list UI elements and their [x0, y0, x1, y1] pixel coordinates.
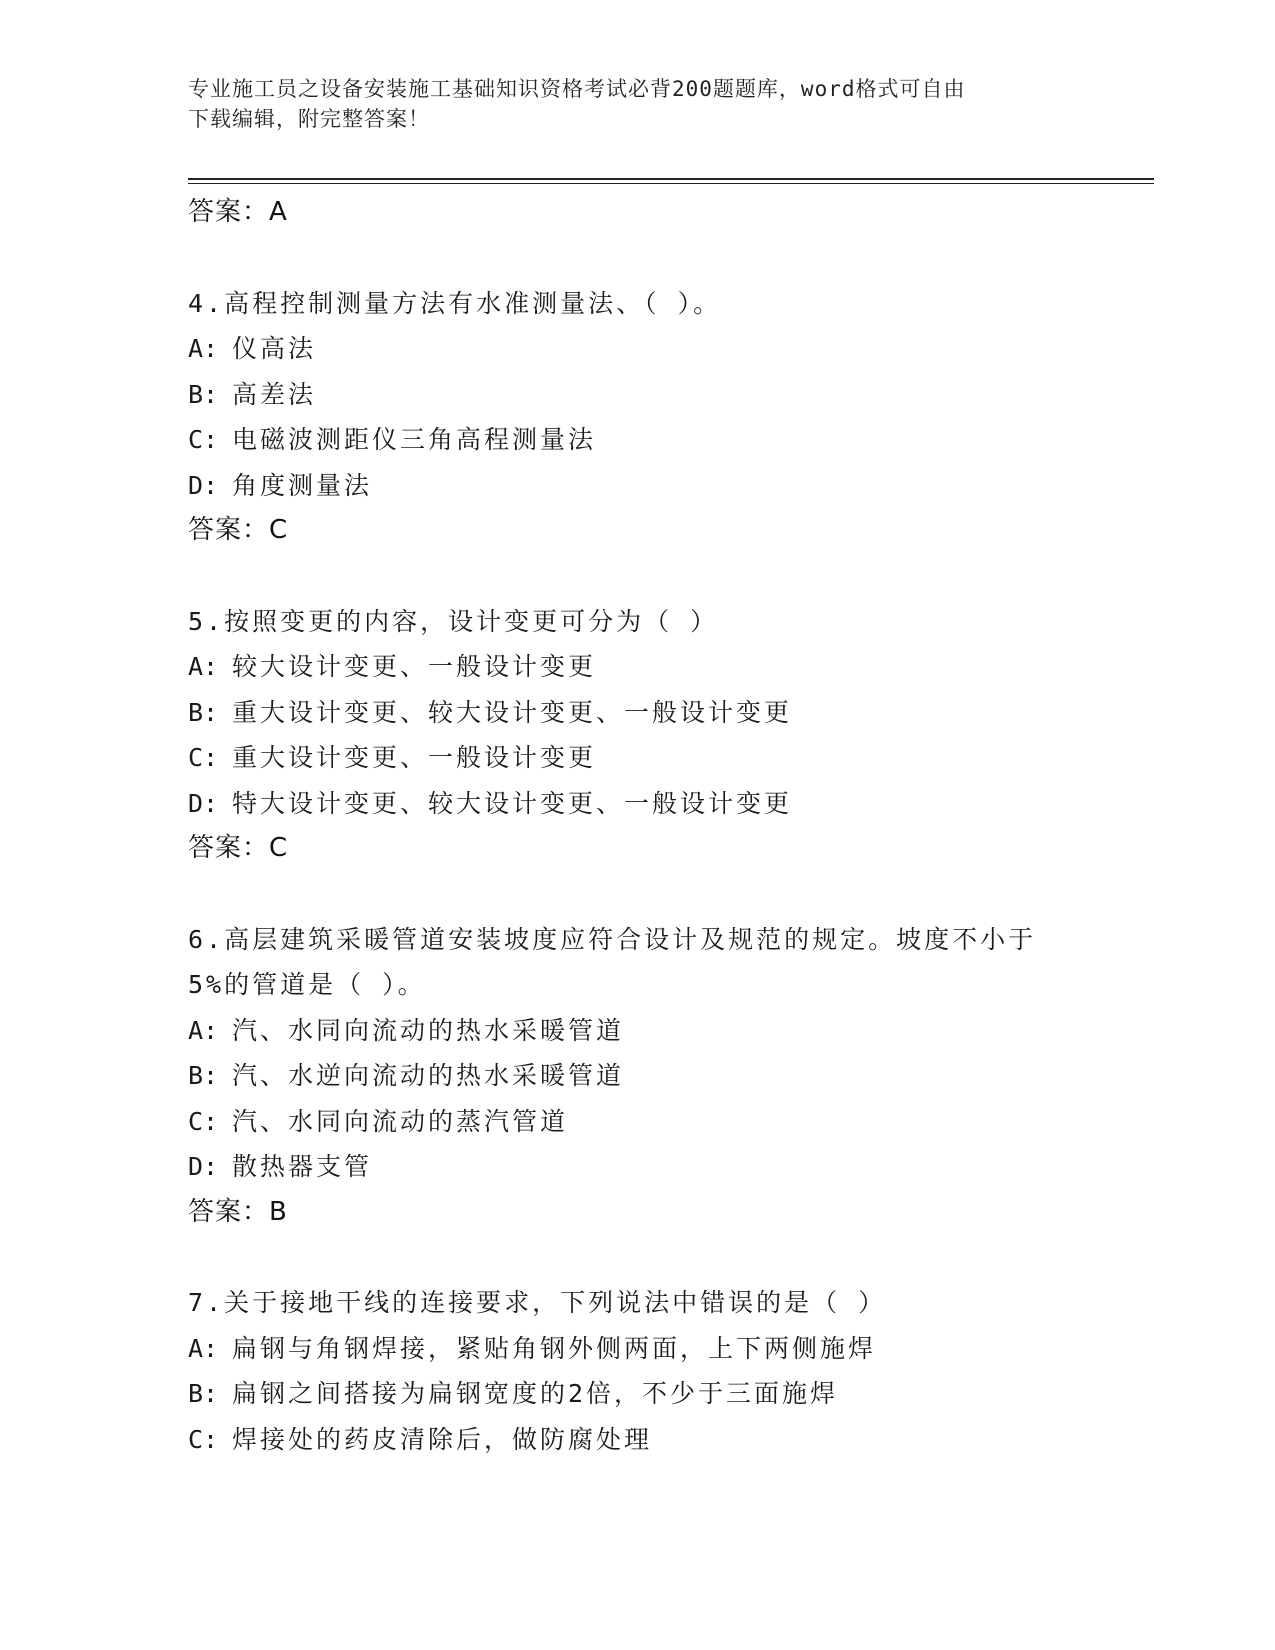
question-stem: 5.按照变更的内容，设计变更可分为（ ）	[188, 606, 719, 636]
question-stem: 4.高程控制测量方法有水准测量法、（ ）。	[188, 288, 722, 318]
option-text: 仪高法	[232, 334, 317, 363]
option-letter: C:	[188, 1424, 219, 1454]
header-line-1: 专业施工员之设备安装施工基础知识资格考试必背200题题库，word格式可自由	[188, 77, 966, 101]
question-7	[188, 1280, 1148, 1462]
option-letter: A:	[188, 334, 219, 363]
option-c	[188, 1099, 1148, 1145]
question-stem: 7.关于接地干线的连接要求，下列说法中错误的是（ ）	[188, 1288, 887, 1317]
question-stem-continued: 5%的管道是（ ）。	[188, 970, 426, 999]
option-letter: D:	[188, 788, 219, 818]
option-d	[188, 781, 1148, 827]
option-letter: C:	[188, 743, 219, 772]
option-text: 重大设计变更、一般设计变更	[232, 743, 597, 772]
option-letter: B:	[188, 379, 219, 409]
option-letter: D:	[188, 1152, 219, 1181]
header-line-2: 下载编辑，附完整答案！	[188, 107, 430, 131]
option-d	[188, 1144, 1148, 1190]
option-text: 扁钢之间搭接为扁钢宽度的2倍，不少于三面施焊	[232, 1379, 839, 1408]
option-letter: B:	[188, 1061, 219, 1090]
option-b	[188, 1371, 1148, 1417]
option-letter: B:	[188, 1379, 219, 1408]
option-text: 散热器支管	[232, 1152, 373, 1181]
header-divider-thin	[188, 183, 1154, 184]
option-b	[188, 690, 1148, 736]
question-5	[188, 599, 1148, 872]
option-text: 较大设计变更、一般设计变更	[232, 652, 597, 681]
option-text: 汽、水逆向流动的热水采暖管道	[232, 1061, 625, 1090]
option-text: 汽、水同向流动的蒸汽管道	[232, 1106, 569, 1136]
answer-label: 答案：C	[188, 833, 289, 863]
option-letter: A:	[188, 1015, 219, 1045]
question-4	[188, 281, 1148, 554]
option-letter: A:	[188, 1333, 219, 1363]
option-c	[188, 735, 1148, 781]
option-letter: A:	[188, 652, 219, 681]
question-list	[188, 190, 1148, 1462]
option-text: 角度测量法	[232, 470, 373, 500]
option-text: 重大设计变更、较大设计变更、一般设计变更	[232, 697, 793, 727]
option-b	[188, 1053, 1148, 1099]
option-b	[188, 372, 1148, 418]
option-c	[188, 1417, 1148, 1463]
option-letter: B:	[188, 697, 219, 727]
question-stem: 6.高层建筑采暖管道安装坡度应符合设计及规范的规定。坡度不小于	[188, 924, 1037, 954]
option-a	[188, 326, 1148, 372]
previous-answer: 答案：A	[188, 197, 288, 227]
header-divider	[188, 178, 1154, 180]
answer-label: 答案：C	[188, 515, 289, 545]
option-a	[188, 644, 1148, 690]
document-header	[188, 74, 1088, 134]
option-d	[188, 463, 1148, 509]
option-c	[188, 417, 1148, 463]
option-text: 高差法	[232, 379, 317, 409]
option-letter: C:	[188, 1106, 219, 1136]
option-text: 扁钢与角钢焊接，紧贴角钢外侧两面，上下两侧施焊	[232, 1333, 877, 1363]
option-text: 特大设计变更、较大设计变更、一般设计变更	[232, 788, 793, 818]
option-a	[188, 1008, 1148, 1054]
answer-label: 答案：B	[188, 1196, 288, 1227]
option-letter: C:	[188, 425, 219, 454]
option-text: 焊接处的药皮清除后，做防腐处理	[232, 1424, 653, 1454]
option-text: 汽、水同向流动的热水采暖管道	[232, 1015, 625, 1045]
option-text: 电磁波测距仪三角高程测量法	[232, 425, 597, 454]
option-a	[188, 1326, 1148, 1372]
question-6	[188, 917, 1148, 1236]
option-letter: D:	[188, 470, 219, 500]
